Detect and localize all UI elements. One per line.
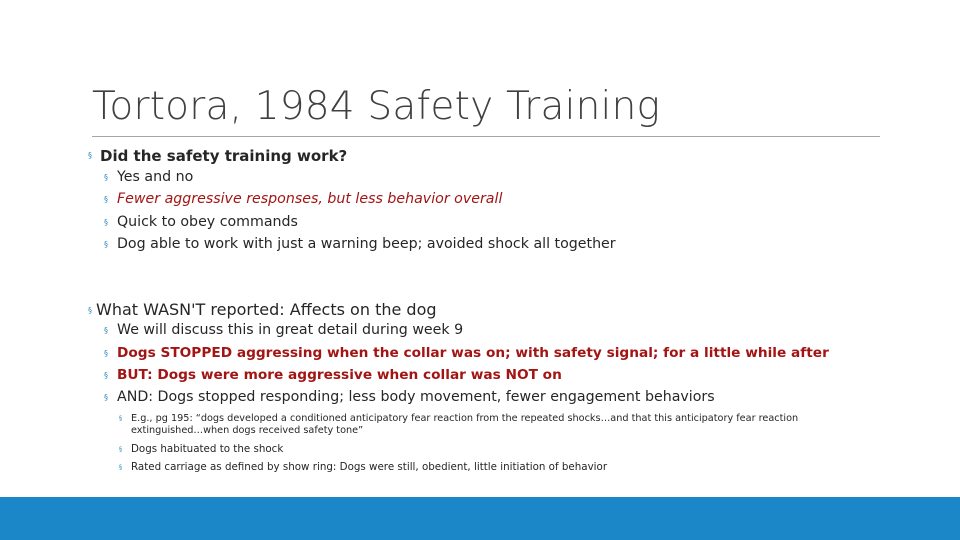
section1-item: Yes and no xyxy=(117,169,194,185)
bullet-icon: § xyxy=(88,306,92,315)
section2-subitem: Dogs habituated to the shock xyxy=(131,443,284,455)
title-divider xyxy=(92,136,880,137)
bullet-icon: § xyxy=(119,415,122,422)
section1-heading: Did the safety training work? xyxy=(100,147,348,165)
section2-subitem-continuation: extinguished…when dogs received safety tone” xyxy=(131,425,364,436)
section1-item: Quick to obey commands xyxy=(117,214,298,230)
bullet-icon: § xyxy=(104,195,108,204)
bullet-icon: § xyxy=(104,240,108,249)
section1-item: Fewer aggressive responses, but less behavior overall xyxy=(117,191,503,207)
bullet-icon: § xyxy=(88,151,92,160)
section2-heading: What WASN'T reported: Affects on the dog xyxy=(96,300,437,319)
bullet-icon: § xyxy=(104,326,108,335)
section2-item: We will discuss this in great detail during week 9 xyxy=(117,322,464,338)
bullet-icon: § xyxy=(104,218,108,227)
bullet-icon: § xyxy=(104,349,108,358)
section2-subitem: E.g., pg 195: “dogs developed a conditioned anticipatory fear reaction from the repeated shocks…and that this anticipatory fear reaction xyxy=(131,413,799,424)
section2-item: BUT: Dogs were more aggressive when collar was NOT on xyxy=(117,367,562,383)
section1-item: Dog able to work with just a warning beep; avoided shock all together xyxy=(117,236,616,252)
footer-band xyxy=(0,497,960,540)
section2-item: Dogs STOPPED aggressing when the collar was on; with safety signal; for a little while after xyxy=(117,345,829,361)
section2-subitem: Rated carriage as defined by show ring: Dogs were still, obedient, little initiation of behavior xyxy=(131,461,608,473)
bullet-icon: § xyxy=(104,371,108,380)
slide-title: Tortora, 1984 Safety Training xyxy=(92,84,661,129)
section2-item: AND: Dogs stopped responding; less body movement, fewer engagement behaviors xyxy=(117,389,715,405)
bullet-icon: § xyxy=(119,464,122,471)
bullet-icon: § xyxy=(104,173,108,182)
bullet-icon: § xyxy=(119,446,122,453)
bullet-icon: § xyxy=(104,393,108,402)
